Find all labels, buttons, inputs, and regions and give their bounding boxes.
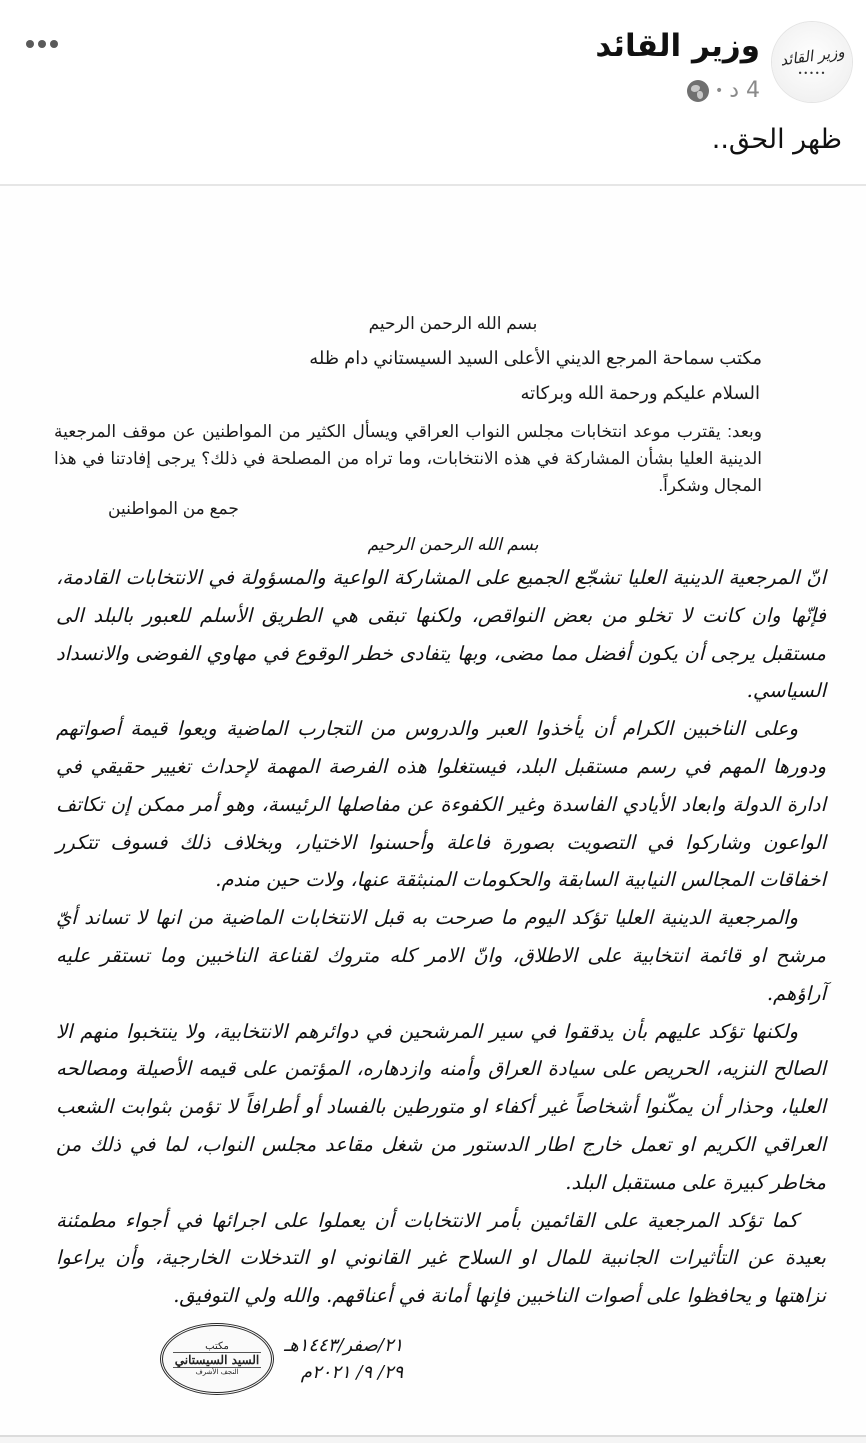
answer-paragraph: وعلى الناخبين الكرام أن يأخذوا العبر والدروس من التجارب الماضية ويعوا قيمة أصواتهم ودورها المهم في رسم مستقبل البلد، فيستغلوا هذه الفرصة المهمة لإحداث تغيير حقيقي في ادارة الدولة وابعاد الأيادي الفاسدة وغير الكفوءة عن مفاصلها الرئيسة، وهو أمر ممكن إن تكاتف الواعون وشاركوا في التصويت بصورة فاعلة وأحسنوا الاختيار، وبخلاف ذلك فسوف تتكرر اخفاقات المجالس النيابية السابقة والحكومات المنبثقة عنها، ولات حين مندم.	[56, 717, 826, 892]
letter-dates	[284, 1335, 403, 1383]
avatar-logo-dots: •••••	[797, 68, 827, 78]
handwritten-basmala: بسم الله الرحمن الرحيم	[367, 535, 539, 555]
stamp-line: السيد السيستاني	[174, 1353, 260, 1368]
more-dot-icon	[50, 40, 58, 48]
globe-icon[interactable]	[687, 80, 709, 102]
hijri-date: ٢١/صفر/١٤٤٣هـ	[284, 1334, 404, 1356]
page-avatar[interactable]	[772, 22, 852, 102]
more-options-button[interactable]	[26, 36, 66, 52]
gregorian-date: ٢٩/ ٩/ ٢٠٢١م	[300, 1361, 404, 1383]
answer-paragraph: والمرجعية الدينية العليا تؤكد اليوم ما صرحت به قبل الانتخابات الماضية من انها لا تساند أيّ مرشح او قائمة انتخابية على الاطلاق، وانّ الامر كله متروك لقناعة الناخبين وما تستقر عليه آراؤهم.	[56, 906, 826, 1005]
answer-paragraph: انّ المرجعية الدينية العليا تشجّع الجميع على المشاركة الواعية والمسؤولة في الانتخابات القادمة، فإنّها وان كانت لا تخلو من بعض النواقص، ولكنها تبقى هي الطريق الأسلم للعبور بالبلد الى مستقبل يرجى أن يكون أفضل مما مضى، وبها يتفادى خطر الوقوع في مهاوي الفوضى والانسداد السياسي.	[56, 566, 826, 703]
office-stamp	[160, 1323, 274, 1395]
post-time[interactable]: 4 د	[729, 78, 760, 103]
more-dot-icon	[38, 40, 46, 48]
answer-paragraph: كما تؤكد المرجعية على القائمين بأمر الانتخابات أن يعملوا على اجرائها في أجواء مطمئنة بعيدة عن التأثيرات الجانبية للمال او السلاح غير القانوني او التدخلات الخارجية، وأن يراعوا نزاهتها و يحافظوا على أصوات الناخبين فإنها أمانة في أعناقهم. والله ولي التوفيق.	[56, 1208, 826, 1308]
stamp-line: مكتب	[205, 1341, 229, 1353]
typed-signer: جمع من المواطنين	[108, 499, 239, 518]
post-caption: ظهر الحق..	[711, 124, 842, 155]
page-name-link[interactable]: وزير القائد	[595, 28, 760, 64]
typed-question: وبعد: يقترب موعد انتخابات مجلس النواب العراقي ويسأل الكثير من المواطنين عن موقف المرجعية الدينية العليا بشأن المشاركة في هذه الانتخابات، وما تراه من المصلحة في ذلك؟ يرجى إفادتنا في هذا المجال وشكراً.	[54, 422, 762, 495]
more-dot-icon	[26, 40, 34, 48]
handwritten-answer	[56, 559, 826, 1315]
meta-separator: •	[714, 82, 724, 99]
post-meta	[687, 78, 760, 103]
typed-basmala: بسم الله الرحمن الرحيم	[368, 314, 538, 333]
typed-addressee: مكتب سماحة المرجع الديني الأعلى السيد السيستاني دام ظله	[309, 348, 762, 368]
post-footer	[0, 1437, 866, 1443]
post-header	[0, 0, 866, 184]
avatar-logo-text: وزير القائد	[778, 42, 846, 69]
stamp-line: النجف الأشرف	[195, 1368, 239, 1377]
answer-paragraph: ولكنها تؤكد عليهم بأن يدققوا في سير المرشحين في دوائرهم الانتخابية، ولا ينتخبوا منهم الا الصالح النزيه، الحريص على سيادة العراق وأمنه وازدهاره، المؤتمن على قيمه الأصيلة ومصالحه العليا، وحذار أن يمكّنوا أشخاصاً غير أكفاء او متورطين بالفساد أو أطرافاً لا تؤمن بثوابت الشعب العراقي الكريم او تعمل خارج اطار الدستور من شغل مقاعد مجلس النواب، لما في ذلك من مخاطر كبيرة على مستقبل البلد.	[56, 1019, 826, 1194]
signature-block	[160, 1323, 866, 1395]
typed-greeting: السلام عليكم ورحمة الله وبركاته	[520, 383, 760, 403]
letter-image[interactable]	[0, 186, 866, 1435]
